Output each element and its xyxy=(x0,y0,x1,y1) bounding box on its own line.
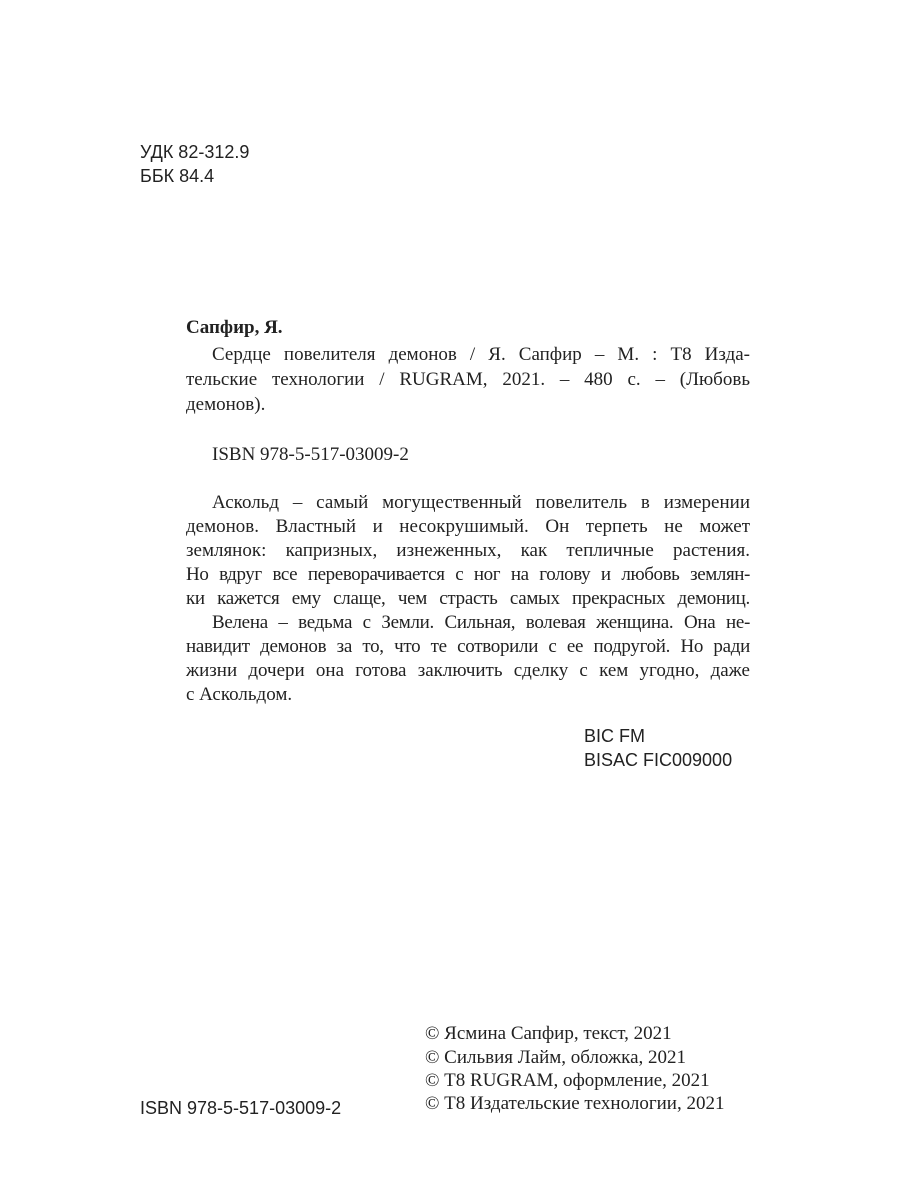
annotation-line: с Аскольдом. xyxy=(186,684,293,705)
copyright-line: © Т8 Издательские технологии, 2021 xyxy=(425,1093,725,1114)
copyright-line: © Т8 RUGRAM, оформление, 2021 xyxy=(425,1070,710,1091)
annotation-line: Но вдруг все переворачивается с ног на голову и любовь землян- xyxy=(186,564,750,585)
footer-isbn: ISBN 978-5-517-03009-2 xyxy=(140,1098,342,1118)
description-line: демонов). xyxy=(186,394,266,415)
annotation-line: Велена – ведьма с Земли. Сильная, волевая женщина. Она не- xyxy=(212,612,750,633)
isbn-record: ISBN 978-5-517-03009-2 xyxy=(212,444,409,465)
copyright-line: © Ясмина Сапфир, текст, 2021 xyxy=(425,1023,672,1044)
annotation-line: Аскольд – самый могущественный повелитель в измерении xyxy=(212,492,750,513)
bisac-code: BISAC FIC009000 xyxy=(584,750,733,770)
author-heading: Сапфир, Я. xyxy=(186,317,283,338)
annotation-line: жизни дочери она готова заключить сделку с кем угодно, даже xyxy=(186,660,750,681)
bic-code: BIC FM xyxy=(584,726,645,746)
description-line: тельские технологии / RUGRAM, 2021. – 480 с. – (Любовь xyxy=(186,369,750,390)
annotation-line: демонов. Властный и несокрушимый. Он терпеть не может xyxy=(186,516,750,537)
annotation-line: навидит демонов за то, что те сотворили с ее подругой. Но ради xyxy=(186,636,750,657)
annotation-line: ки кажется ему слаще, чем страсть самых прекрасных демониц. xyxy=(186,588,750,609)
bbk-code: ББК 84.4 xyxy=(140,166,215,186)
description-line: Сердце повелителя демонов / Я. Сапфир – М. : Т8 Изда- xyxy=(212,344,750,365)
udk-code: УДК 82-312.9 xyxy=(140,142,250,162)
annotation-line: землянок: капризных, изнеженных, как тепличные растения. xyxy=(186,540,750,561)
copyright-line: © Сильвия Лайм, обложка, 2021 xyxy=(425,1047,687,1068)
